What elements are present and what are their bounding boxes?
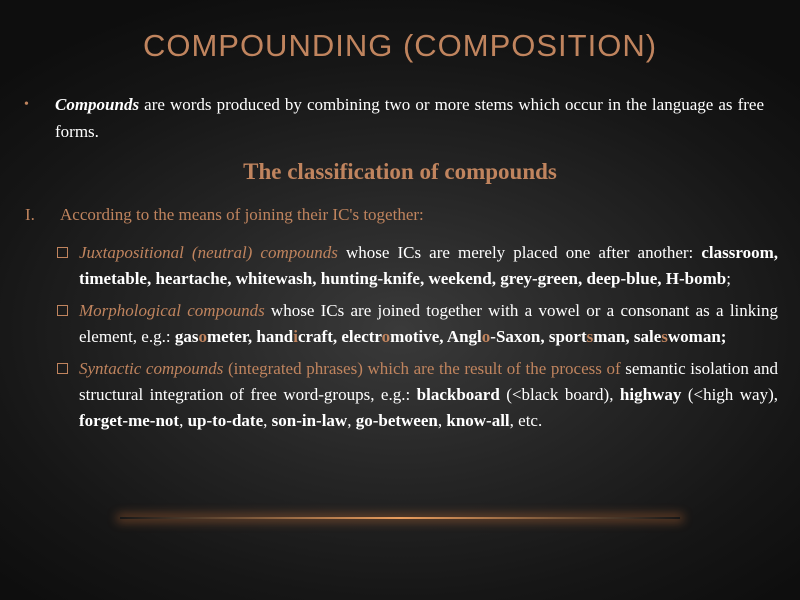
example-part: electr bbox=[341, 327, 382, 346]
example-part: craft, bbox=[297, 327, 342, 346]
example-part: meter, bbox=[206, 327, 257, 346]
item-examples: classroom, timetable, heartache, whitewash, hunting-knife, weekend, grey-green, deep-blue, H-bomb bbox=[79, 243, 778, 288]
linking-element: o bbox=[198, 327, 207, 346]
gloss: , etc. bbox=[509, 411, 543, 430]
slide-title: COMPOUNDING (COMPOSITION) bbox=[142, 28, 658, 63]
example-part: motive, bbox=[390, 327, 447, 346]
gloss: , bbox=[437, 411, 447, 430]
compound-type-list bbox=[55, 240, 778, 440]
example-part: -Saxon, bbox=[490, 327, 549, 346]
gloss: , bbox=[263, 411, 272, 430]
list-item-juxtapositional bbox=[55, 240, 778, 292]
example-part: Angl bbox=[446, 327, 482, 346]
item-paren: (integrated phrases) which are the result of the process of bbox=[223, 359, 621, 378]
item-text: whose ICs are merely placed one after another: bbox=[337, 243, 702, 262]
bullet-dot-icon: • bbox=[24, 97, 29, 112]
linking-element: o bbox=[381, 327, 391, 346]
list-item-syntactic bbox=[55, 356, 778, 434]
checkbox-bullet-icon bbox=[57, 247, 68, 258]
gloss: , bbox=[179, 411, 188, 430]
section-heading bbox=[25, 205, 765, 225]
item-text: semantic isolation and structural integration of free word-groups, e.g.: bbox=[79, 359, 778, 404]
example: highway bbox=[619, 385, 682, 404]
example: forget-me-not bbox=[79, 411, 180, 430]
linking-element: s bbox=[661, 327, 668, 346]
classification-heading: The classification of compounds bbox=[243, 159, 557, 184]
example-part: woman; bbox=[667, 327, 727, 346]
example-part: gas bbox=[174, 327, 199, 346]
intro-text bbox=[55, 91, 764, 145]
item-term: Juxtapositional (neutral) compounds bbox=[79, 243, 338, 262]
section-number: I. bbox=[25, 205, 35, 224]
intro-definition: are words produced by combining two or more stems which occur in the language as free forms. bbox=[55, 95, 764, 141]
linking-element: o bbox=[481, 327, 491, 346]
example: know-all bbox=[446, 411, 510, 430]
example: blackboard bbox=[416, 385, 500, 404]
section-text: According to the means of joining their IC's together: bbox=[60, 205, 424, 224]
example: go-between bbox=[355, 411, 438, 430]
item-term: Syntactic compounds bbox=[79, 359, 224, 378]
item-end: ; bbox=[726, 269, 731, 288]
example-part: man, bbox=[593, 327, 634, 346]
decorative-glow-line bbox=[120, 517, 680, 519]
checkbox-bullet-icon bbox=[57, 363, 68, 374]
example: up-to-date bbox=[187, 411, 264, 430]
example-part: sale bbox=[633, 327, 662, 346]
example-part: hand bbox=[256, 327, 294, 346]
linking-element: i bbox=[293, 327, 298, 346]
checkbox-bullet-icon bbox=[57, 305, 68, 316]
example-part: sport bbox=[548, 327, 587, 346]
intro-term: Compounds bbox=[55, 95, 140, 114]
item-term: Morphological compounds bbox=[79, 301, 265, 320]
gloss: (<black board), bbox=[499, 385, 620, 404]
item-text: whose ICs are joined together with a vowel or a consonant as a linking element, e.g.: bbox=[79, 301, 778, 346]
list-item-morphological bbox=[55, 298, 778, 350]
gloss: (<high way), bbox=[681, 385, 778, 404]
intro-bullet bbox=[24, 91, 764, 145]
gloss: , bbox=[347, 411, 356, 430]
example: son-in-law bbox=[271, 411, 348, 430]
linking-element: s bbox=[586, 327, 594, 346]
